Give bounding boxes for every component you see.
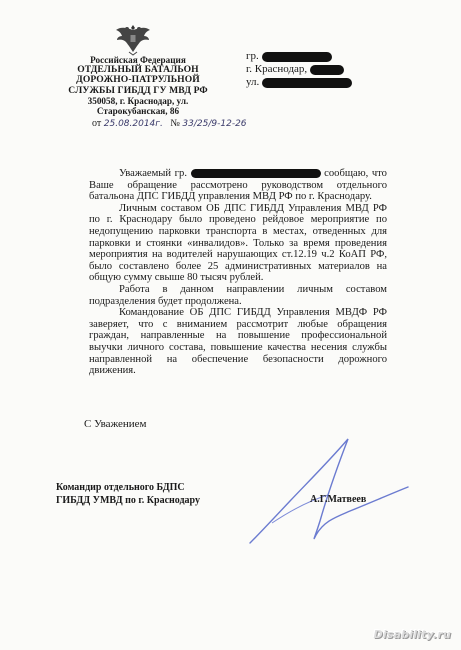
signatory-title-line-1: Командир отдельного БДПС — [56, 482, 185, 493]
reference-line — [92, 118, 247, 129]
recipient-name-label: гр. — [246, 50, 259, 62]
paragraph-3: Работа в данном направлении личным составом подразделения будет продолжена. — [89, 283, 387, 307]
paragraph-1-text: сообщаю, что Ваше обращение рассмотрено руководством отдельного батальона ДПС ГИБДД управления МВД РФ по г. Краснодару. — [89, 168, 387, 203]
redacted-recipient-street — [262, 78, 352, 88]
signatory-title — [56, 482, 200, 507]
recipient-city: г. Краснодар, — [246, 63, 308, 75]
sender-org-line-3: СЛУЖБЫ ГИБДД ГУ МВД РФ — [68, 84, 208, 96]
signatory-title-line-2: ГИБДД УМВД по г. Краснодару — [56, 494, 200, 506]
recipient-street-label: ул. — [246, 76, 260, 88]
paragraph-4: Командование ОБ ДПС ГИБДД Управления МВДФ РФ заверяет, что с вниманием рассмотрит любые обращения граждан, направленные на повышение профессиональной выучки личного состава, повышение качества несения службы направленной на обеспечение безопасности дорожного движения. — [89, 307, 387, 377]
double-headed-eagle-emblem — [113, 22, 153, 56]
handwritten-number: 33/25/9-12-26 — [182, 119, 247, 129]
sender-header — [62, 55, 214, 116]
redacted-recipient-name — [262, 52, 332, 62]
site-watermark: Disability.ru — [373, 628, 451, 641]
redacted-addressee-name — [191, 169, 321, 178]
number-prefix: № — [170, 118, 180, 129]
sender-org-line-2: ДОРОЖНО-ПАТРУЛЬНОЙ — [76, 74, 200, 86]
letter-body — [89, 168, 387, 377]
recipient-address — [246, 50, 352, 89]
paragraph-1 — [89, 168, 387, 203]
greeting: Уважаемый гр. — [119, 168, 187, 179]
redacted-recipient-district — [310, 65, 344, 75]
paragraph-2: Личным составом ОБ ДПС ГИБДД Управления МВД РФ по г. Краснодару было проведено рейдовое мероприятие по недопущению парковки транспорта в местах, отведенных для парковки и стоянки «инвалидов». Только за время проведения мероприятия на водителей нарушающих ст.12.19 ч.2 КоАП РФ, было составлено более 25 административных материалов на общую сумму свыше 80 тысяч рублей. — [89, 202, 387, 284]
closing-phrase: С Уважением — [84, 418, 147, 430]
sender-country: Российская Федерация — [90, 55, 186, 65]
date-prefix: от — [92, 118, 102, 129]
handwritten-date: 25.08.2014г. — [103, 119, 163, 129]
signatory-name: А.Г.Матвеев — [310, 494, 367, 505]
sender-address-line-1: 350058, г. Краснодар, ул. — [87, 95, 189, 106]
handwritten-signature — [220, 425, 420, 555]
sender-address-line-2: Старокубанская, 86 — [96, 106, 180, 117]
sender-org-line-1: ОТДЕЛЬНЫЙ БАТАЛЬОН — [77, 64, 199, 76]
